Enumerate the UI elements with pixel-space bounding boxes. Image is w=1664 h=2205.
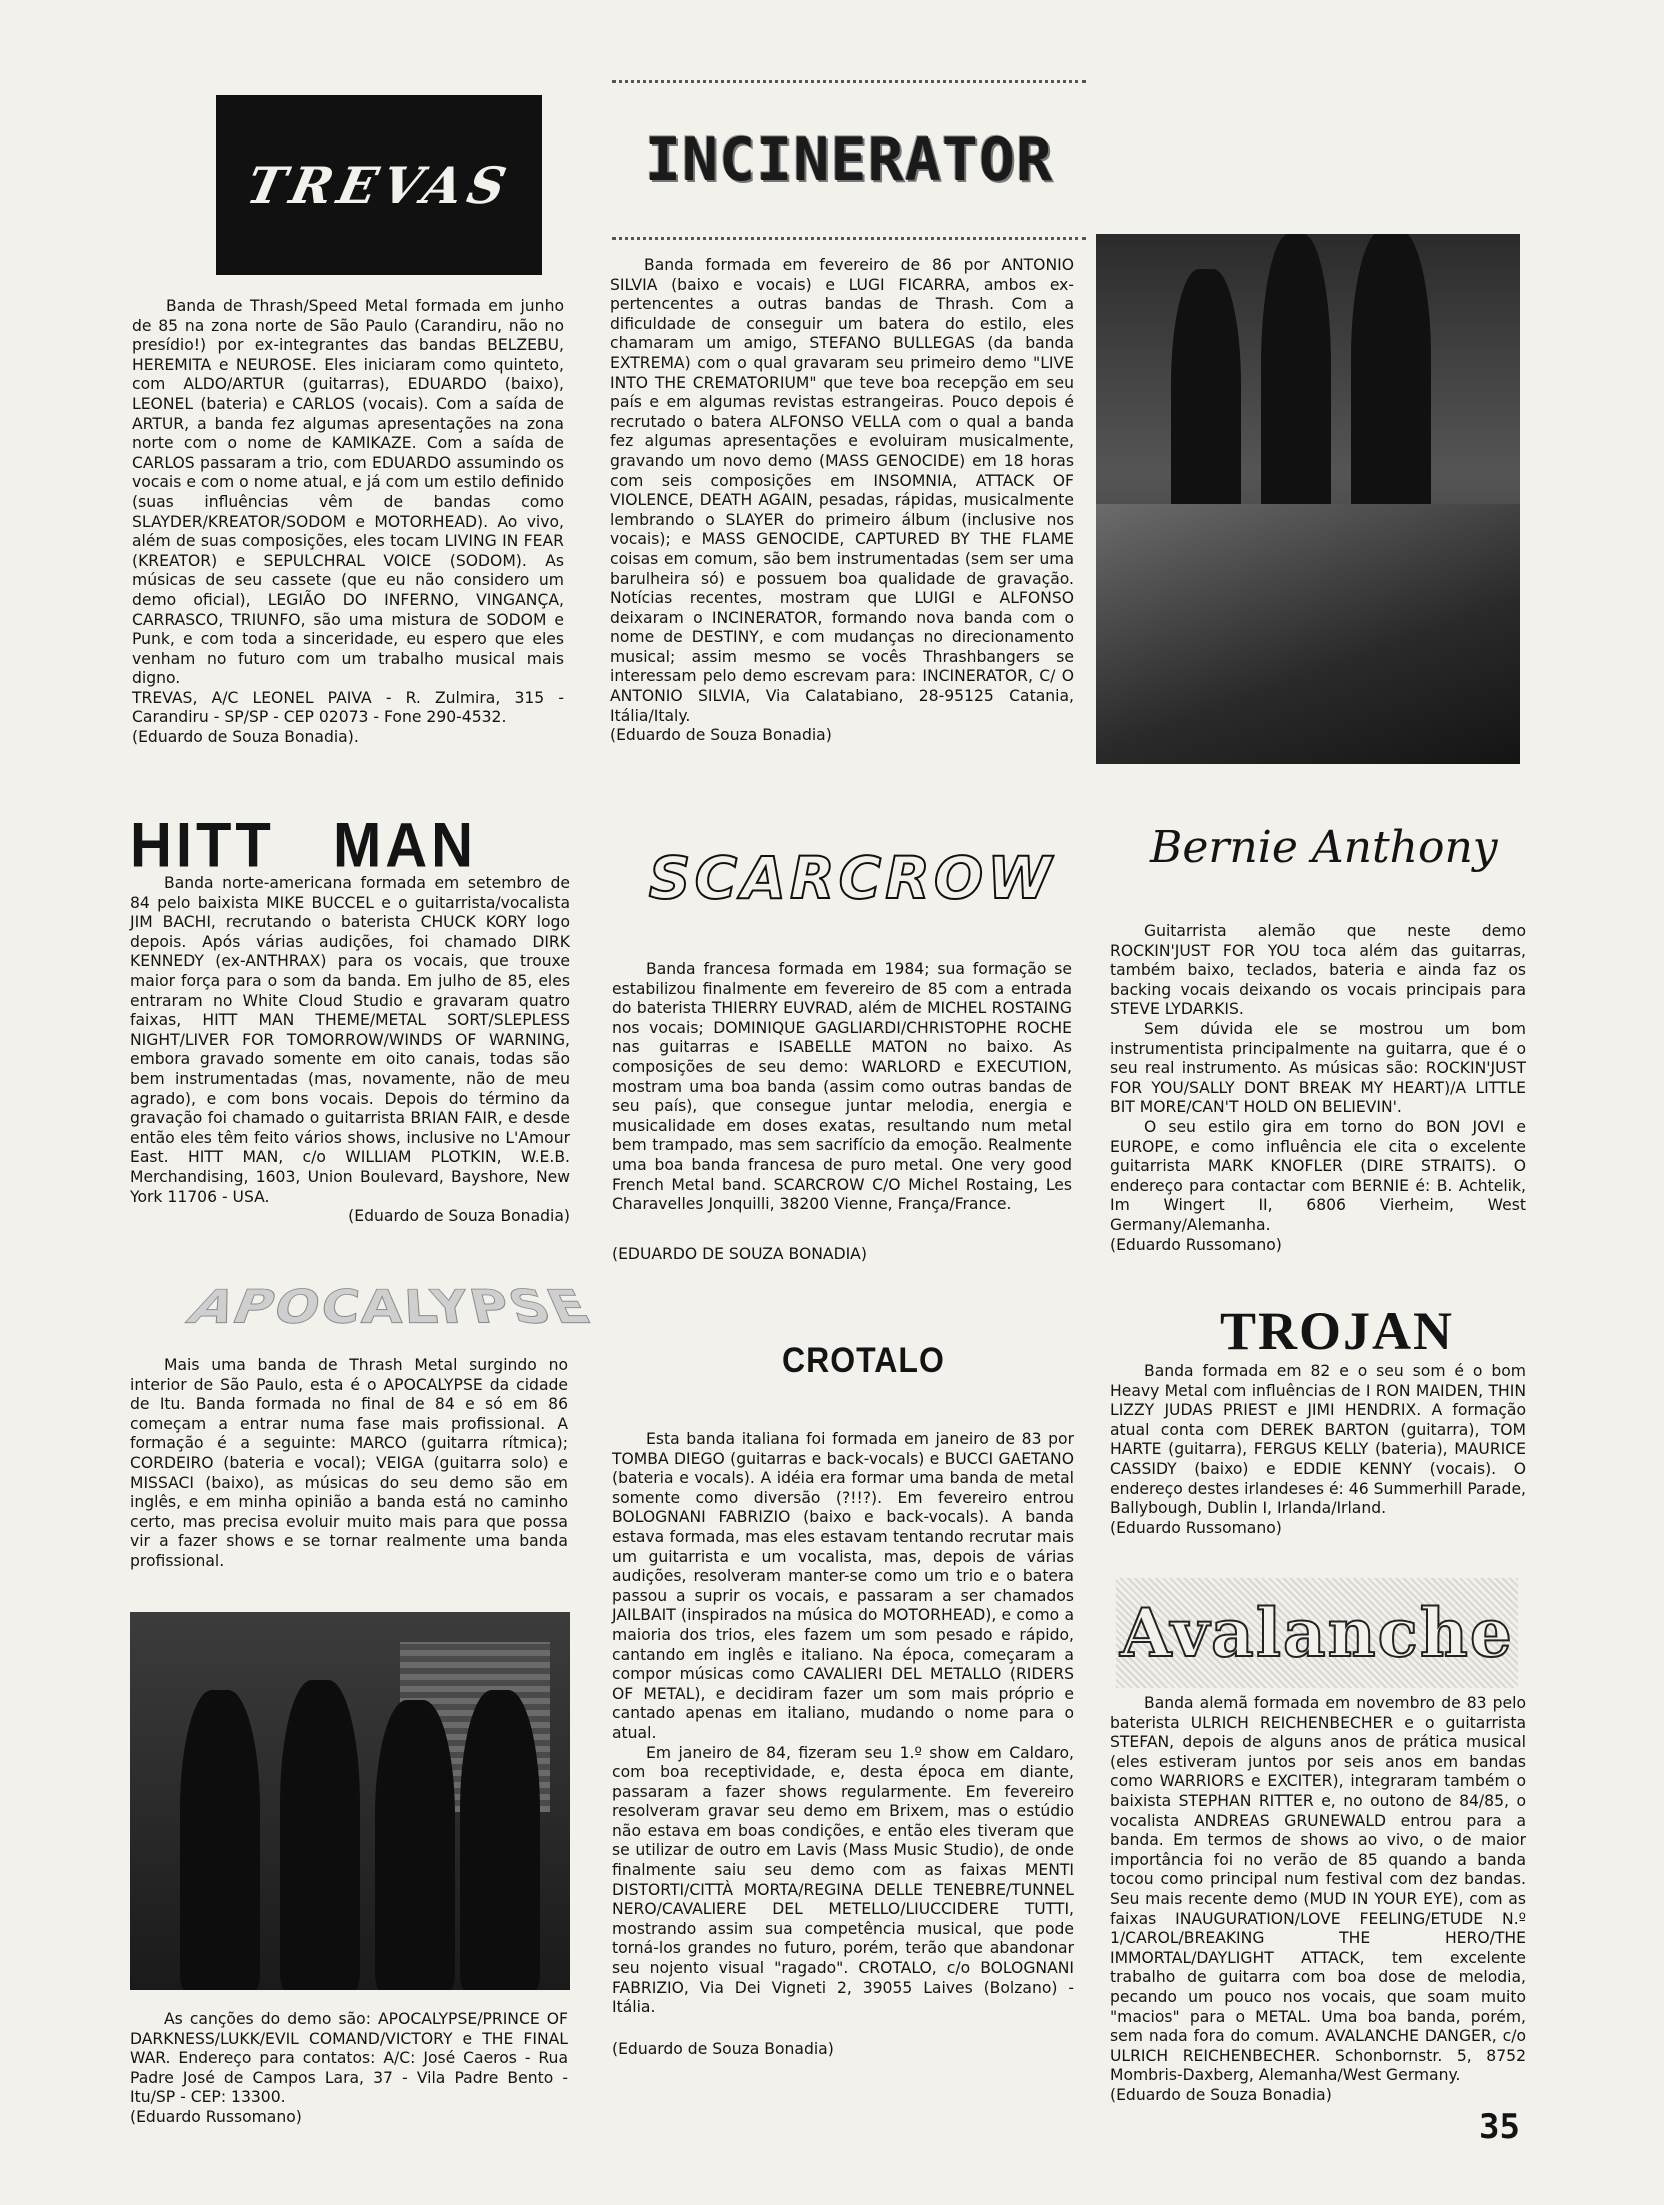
bernie-article <box>1110 922 1526 1255</box>
incinerator-band-photo <box>1096 234 1520 764</box>
trojan-logo: TROJAN <box>1220 1301 1455 1361</box>
apocalypse-article <box>130 1356 568 1572</box>
incinerator-text: Banda formada em fevereiro de 86 por ANTONIO SILVIA (baixo e vocais) e LUGI FICARRA, ambos ex-pertencentes a outras bandas de Thrash. Com a dificuldade de conseguir um batera do estilo, eles chamaram um amigo, STEFANO BULLEGAS (da banda EXTREMA) com o qual gravaram seu primeiro demo "LIVE INTO THE CREMATORIUM" que teve boa recepção em seu país e em algumas revistas estrangeiras. Pouco depois é recrutado o batera ALFONSO VELLA com o qual a banda fez algumas apresentações e evoluiram musicalmente, gravando um novo demo (MASS GENOCIDE) em 18 horas com seis composições em INSOMNIA, ATTACK OF VIOLENCE, DEATH AGAIN, pesadas, rápidas, musicalmente lembrando o SLAYER do primeiro álbum (inclusive nos vocais); e MASS GENOCIDE, CAPTURED BY THE FLAME coisas em comum, são bem instrumentadas (sem ser uma barulheira só) e possuem boa qualidade de gravação. Notícias recentes, mostram que LUIGI e ALFONSO deixaram o INCINERATOR, formando nova banda com o nome de DESTINY, e com mudanças no direcionamento musical; assim mesmo se vocês Thrashbangers se interessam pelo demo escrevam para: INCINERATOR, C/ O ANTONIO SILVIA, Via Calatabiano, 28-95125 Catania, Itália/Italy. <box>610 256 1074 725</box>
bernie-text-3: O seu estilo gira em torno do BON JOVI e EUROPE, e como influência ele cita o excelente guitarrista MARK KNOFLER (DIRE STRAITS). O endereço para contactar com BERNIE é: B. Achtelik, Im Wingert II, 6806 Vierheim, West Germany/Alemanha. <box>1110 1117 1526 1234</box>
trevas-logo <box>216 95 542 275</box>
crotalo-text-2: Em janeiro de 84, fizeram seu 1.º show em Caldaro, com boa receptividade, e, desta época em diante, passaram a fazer shows regularmente. Em fevereiro resolveram gravar seu demo em Brixem, mas o estúdio não estava em boas condições, e então eles tiveram que se utilizar de outro em Lavis (Mass Music Studio), de onde finalmente saiu seu demo com as faixas MENTI DISTORTI/CITTÀ MORTA/REGINA DELLE TENEBRE/TUNNEL NERO/CAVALIERE DEL METELLO/LIUCCIDERE TUTTI, mostrando assim sua competência musical, que pode torná-los grandes no futuro, porém, terão que abandonar seu nojento visual "ragado". CROTALO, c/o BOLOGNANI FABRIZIO, Via Dei Vigneti 2, 39055 Laives (Bolzano) - Itália. <box>612 1743 1074 2017</box>
trojan-byline: (Eduardo Russomano) <box>1110 1518 1282 1537</box>
page-number: 35 <box>1479 2107 1520 2147</box>
bernie-text-2: Sem dúvida ele se mostrou um bom instrumentista principalmente na guitarra, que é o seu real instrumento. As músicas são: ROCKIN'JUST FOR YOU/SALLY DONT BREAK MY HEART)/A LITTLE BIT MORE/CAN'T HOLD ON BELIEVIN'. <box>1110 1019 1526 1117</box>
trojan-text: Banda formada em 82 e o seu som é o bom Heavy Metal com influências de I RON MAIDEN, THIN LIZZY JUDAS PRIEST e JIMI HENDRIX. A formação atual conta com DEREK BARTON (guitarra), TOM HARTE (guitarra), FERGUS KELLY (bateria), MAURICE CASSIDY (baixo) e EDDIE KENNY (vocais). O endereço destes irlandeses é: 46 Summerhill Parade, Ballybough, Dublin I, Irlanda/Irland. <box>1110 1362 1526 1518</box>
trevas-address: TREVAS, A/C LEONEL PAIVA - R. Zulmira, 315 - Carandiru - SP/SP - CEP 02073 - Fone 290-4532. <box>132 688 564 727</box>
avalanche-logo-text: Avalanche <box>1120 1594 1514 1672</box>
crotalo-article <box>612 1430 1074 2059</box>
avalanche-text: Banda alemã formada em novembro de 83 pelo baterista ULRICH REICHENBECHER e o guitarrista STEFAN, depois de alguns anos de prática musical (eles estiveram juntos por seis anos em bandas como WARRIORS e EXCITER), integraram também o baixista STEPHAN RITTER e, no outono de 84/85, o vocalista ANDREAS GRUNEWALD entrou para a banda. Em termos de shows ao vivo, o de maior importância foi no verão de 85 quando a banda tocou como principal num festival com dez bandas. Seu mais recente demo (MUD IN YOUR EYE), com as faixas INAUGURATION/LOVE FEELING/ETUDE N.º 1/CAROL/BREAKING THE HERO/THE IMMORTAL/DAYLIGHT ATTACK, tem excelente trabalho de guitarra com boa dose de melodia, pecando um pouco nos vocais, que soam muito "macios" para o METAL. Uma boa banda, porém, sem nada fora do comum. AVALANCHE DANGER, c/o ULRICH REICHENBECHER. Schonbornstr. 5, 8752 Mombris-Daxberg, Alemanha/West Germany. <box>1110 1694 1526 2085</box>
bernie-text-1: Guitarrista alemão que neste demo ROCKIN'JUST FOR YOU toca além das guitarras, também baixo, teclados, bateria e ainda faz os backing vocais deixando os vocais principais para STEVE LYDARKIS. <box>1110 922 1526 1019</box>
apocalypse-logo <box>177 1262 603 1352</box>
scarcrow-article <box>612 960 1072 1264</box>
bernie-logo: Bernie Anthony <box>1150 822 1498 873</box>
apocalypse-demo: As canções do demo são: APOCALYPSE/PRINCE OF DARKNESS/LUKK/EVIL COMAND/VICTORY e THE FINAL WAR. Endereço para contatos: A/C: José Caeros - Rua Padre José de Campos Lara, 37 - Vila Padre Bento - Itu/SP - CEP: 13300. <box>130 2010 568 2107</box>
apocalypse-article-cont <box>130 2010 568 2128</box>
scarcrow-byline: (EDUARDO DE SOUZA BONADIA) <box>612 1244 867 1263</box>
hittman-logo: HITT MAN <box>130 810 478 881</box>
scarcrow-text: Banda francesa formada em 1984; sua formação se estabilizou finalmente em fevereiro de 85 com a entrada do baterista THIERRY EUVRAD, além de MICHEL ROSTAING nos vocais; DOMINIQUE GAGLIARDI/CHRISTOPHE ROCHE nas guitarras e ISABELLE MATON no baixo. As composições de seu demo: WARLORD e EXECUTION, mostram uma boa banda (assim como outras bandas de seu país), que consegue juntar melodia, energia e musicalidade em doses exatas, resultando num metal bem trampado, mas sem sacrifício da emoção. Realmente uma boa banda francesa de puro metal. One very good French Metal band. SCARCROW C/O Michel Rostaing, Les Charavelles Jonquilli, 38200 Vienne, França/France. <box>612 960 1072 1214</box>
bernie-byline: (Eduardo Russomano) <box>1110 1235 1282 1254</box>
apocalypse-byline: (Eduardo Russomano) <box>130 2107 302 2126</box>
trevas-text: Banda de Thrash/Speed Metal formada em junho de 85 na zona norte de São Paulo (Carandiru, não no presídio!) por ex-integrantes das bandas BELZEBU, HEREMITA e NEUROSE. Eles iniciaram como quinteto, com ALDO/ARTUR (guitarras), EDUARDO (baixo), LEONEL (bateria) e CARLOS (vocais). Com a saída de ARTUR, a banda fez algumas apresentações na zona norte com o nome de KAMIKAZE. Com a saída de CARLOS passaram a trio, com EDUARDO assumindo os vocais e com o nome atual, e já com um estilo definido (suas influências vêm de bandas como SLAYDER/KREATOR/SODOM e MOTORHEAD). Ao vivo, além de suas composições, eles tocam LIVING IN FEAR (KREATOR) e SEPULCHRAL VOICE (SODOM). As músicas de seu cassete (que eu não considero um demo oficial), LEGIÃO DO INFERNO, VINGANÇA, CARRASCO, TRIUNFO, são uma mistura de SODOM e Punk, e com toda a sinceridade, eu espero que eles venham no futuro com um trabalho musical mais digno. <box>132 297 564 688</box>
scarcrow-logo-text: SCARCROW <box>648 844 1056 912</box>
trevas-article <box>132 297 564 748</box>
incinerator-byline: (Eduardo de Souza Bonadia) <box>610 726 832 745</box>
hittman-byline: (Eduardo de Souza Bonadia) <box>348 1207 570 1226</box>
trevas-logo-text: TREVAS <box>241 155 517 215</box>
hittman-article <box>130 874 570 1227</box>
scarcrow-logo <box>648 832 1056 924</box>
apocalypse-logo-text: APOCALYPSE <box>177 1282 603 1336</box>
trojan-article <box>1110 1362 1526 1538</box>
incinerator-logo <box>612 80 1086 240</box>
apocalypse-text: Mais uma banda de Thrash Metal surgindo no interior de São Paulo, esta é o APOCALYPSE da cidade de Itu. Banda formada no final de 84 e só em 86 começam a entrar numa fase mais profissional. A formação é a seguinte: MARCO (guitarra rítmica); CORDEIRO (bateria e vocal); VEIGA (guitarra solo) e MISSACI (baixo), as músicas do seu demo são em inglês, e em minha opinião a banda está no caminho certo, mas precisa evoluir muito mais para que possa vir a fazer shows e se tornar realmente uma banda profissional. <box>130 1356 568 1570</box>
crotalo-byline: (Eduardo de Souza Bonadia) <box>612 2039 834 2058</box>
hittman-text: Banda norte-americana formada em setembro de 84 pelo baixista MIKE BUCCEL e o guitarrista/vocalista JIM BACHI, recrutando o baterista CHUCK KORY logo depois. Após várias audições, foi chamado DIRK KENNEDY (ex-ANTHRAX) para os vocais, que trouxe maior força para o som da banda. Em julho de 85, eles entraram no White Cloud Studio e gravaram quatro faixas, HITT MAN THEME/METAL SORT/SLEPLESS NIGHT/LIVER FOR TOMORROW/WINDS OF WARNING, embora gravado somente em oito canais, todas são bem instrumentadas (mas, novamente, não de meu agrado), e com bons vocais. Depois do término da gravação foi chamado o guitarrista BRIAN FAIR, e desde então eles têm feito vários shows, inclusive no L'Amour East. HITT MAN, c/o WILLIAM PLOTKIN, W.E.B. Merchandising, 1603, Union Boulevard, Bayshore, New York 11706 - USA. <box>130 874 570 1206</box>
incinerator-article <box>610 256 1074 746</box>
avalanche-article <box>1110 1694 1526 2105</box>
crotalo-logo: CROTALO <box>782 1340 945 1380</box>
crotalo-text-1: Esta banda italiana foi formada em janeiro de 83 por TOMBA DIEGO (guitarras e back-vocals) e BUCCI GAETANO (bateria e vocals). A idéia era formar uma banda de metal somente como diversão (?!!?). Em fevereiro entrou BOLOGNANI FABRIZIO (baixo e back-vocals). A banda estava formada, mas eles estavam tentando recrutar mais um guitarrista e um vocalista, mas, depois de várias audições, resolveram manter-se como um trio e o batera passou a suprir os vocais, e passaram a ser chamados JAILBAIT (inspirados na música do MOTORHEAD), e como a maioria dos trios, eles fazem um som pesado e rápido, cantando em inglês e italiano. Na época, começaram a compor músicas como CAVALIERI DEL METALLO (RIDERS OF METAL), e decidiram fazer um som mais próprio e cantado apenas em italiano, mudando o nome para o atual. <box>612 1430 1074 1742</box>
avalanche-logo <box>1116 1578 1518 1688</box>
incinerator-logo-text: INCINERATOR <box>644 125 1054 195</box>
avalanche-byline: (Eduardo de Souza Bonadia) <box>1110 2085 1332 2104</box>
apocalypse-band-photo <box>130 1612 570 1990</box>
trevas-byline: (Eduardo de Souza Bonadia). <box>132 728 359 747</box>
